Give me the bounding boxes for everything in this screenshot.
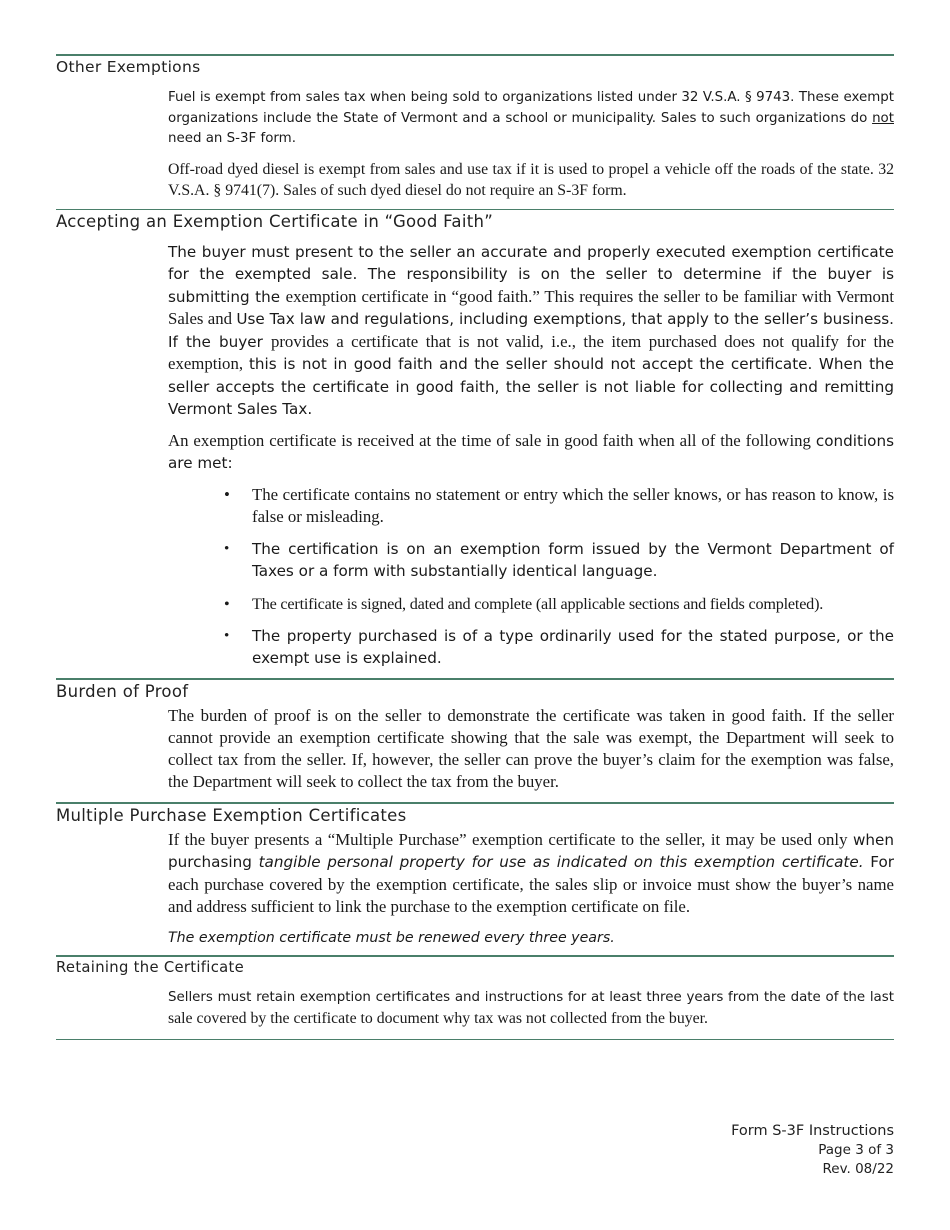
section-body-good-faith xyxy=(168,241,894,670)
list-item-text: The certification is on an exemption form issued by the Vermont Department of Taxes or a form with substantially identical language. xyxy=(252,539,894,580)
section-title-multiple-purchase: Multiple Purchase Exemption Certificates xyxy=(56,805,407,825)
section-body-burden-of-proof xyxy=(168,705,894,793)
text-run: need an S-3F form. xyxy=(168,131,296,146)
document-page xyxy=(56,54,894,1040)
section-divider xyxy=(56,54,894,56)
list-item xyxy=(224,593,894,615)
text-run: exemption certificate in “good faith.” This requires the seller to be familiar with Vermont Sales and xyxy=(168,286,895,328)
text-run: this is not in good faith and the seller should not accept the certificate. When the seller accepts the certificate in good faith, the seller is not liable for collecting and remitting Vermont Sales Tax. xyxy=(168,355,895,418)
paragraph xyxy=(168,988,894,1031)
section-title-retaining: Retaining the Certificate xyxy=(56,958,245,976)
text-run: when purchasing xyxy=(168,830,894,871)
underlined-text: not xyxy=(872,110,894,126)
italic-text: tangible personal property for use as indicated on this exemption certificate. xyxy=(258,853,864,871)
conditions-list xyxy=(168,484,894,670)
text-run: Sellers must retain exemption certificates and instructions for at least three years from the date of the last xyxy=(168,989,894,1005)
section-body-multiple-purchase xyxy=(168,829,894,949)
paragraph xyxy=(168,241,894,421)
text-run: provides a certificate that is not valid, i.e., the item purchased does not qualify for the exemption, xyxy=(168,331,894,373)
text-run: For xyxy=(863,853,895,871)
section-title-good-faith: Accepting an Exemption Certificate in “Good Faith” xyxy=(56,211,494,231)
text-run: If the buyer presents a “Multiple Purchase” exemption certificate to the seller, it may be used only xyxy=(168,829,853,849)
section-body-other-exemptions xyxy=(168,88,894,201)
paragraph: The burden of proof is on the seller to demonstrate the certificate was taken in good faith. If the seller cannot provide an exemption certificate showing that the sale was exempt, the Department will seek to collect tax from the seller. If, however, the seller can prove the buyer’s claim for the exemption was false, the Department will seek to collect the tax from the buyer. xyxy=(168,705,894,791)
section-body-retaining xyxy=(168,988,894,1031)
bullet-icon: • xyxy=(224,484,230,504)
section-title-other-exemptions: Other Exemptions xyxy=(56,58,201,76)
page-footer xyxy=(731,1122,894,1179)
section-divider xyxy=(56,678,894,680)
text-run: An exemption certificate is received at the time of sale in good faith when all of the following xyxy=(168,430,816,450)
paragraph xyxy=(168,430,894,475)
section-divider xyxy=(56,955,894,957)
page-number: Page 3 of 3 xyxy=(818,1142,894,1158)
list-item xyxy=(224,484,894,528)
section-divider xyxy=(56,209,894,210)
bullet-icon: • xyxy=(224,626,230,644)
revision-date: Rev. 08/22 xyxy=(822,1161,894,1177)
text-run: conditions are met: xyxy=(168,431,894,472)
list-item xyxy=(224,625,894,670)
paragraph: Off-road dyed diesel is exempt from sales and use tax if it is used to propel a vehicle off the roads of the state. 32 V.S.A. § 9741(7). Sales of such dyed diesel do not require an S-3F form. xyxy=(168,160,894,199)
list-item-text: The certificate contains no statement or entry which the seller knows, or has reason to know, is false or misleading. xyxy=(252,484,894,526)
paragraph xyxy=(168,829,894,919)
text-run: each purchase covered by the exemption certificate, the sales slip or invoice must show the buyer’s name and address sufficient to link the purchase to the exemption certificate on file. xyxy=(168,874,894,916)
text-run: Fuel is exempt from sales tax when being sold to organizations listed under 32 V.S.A. § 9743. These exempt organizations include the State of Vermont and a school or municipality. Sales to such organizations do xyxy=(168,90,894,126)
list-item-text: The certificate is signed, dated and complete (all applicable sections and fields completed). xyxy=(252,594,824,613)
bullet-icon: • xyxy=(224,594,230,613)
section-divider xyxy=(56,802,894,804)
text-run: sale covered by the certificate to document why tax was not collected from the buyer. xyxy=(168,1010,708,1027)
paragraph xyxy=(168,88,894,150)
bullet-icon: • xyxy=(224,539,230,557)
list-item xyxy=(224,538,894,583)
section-divider xyxy=(56,1039,894,1040)
text-run: Use Tax law and regulations, including exemptions, that apply to the seller’s business. If the buyer xyxy=(168,310,894,351)
text-run: The buyer must present to the seller an accurate and properly executed exemption certificate for the exempted sale. The responsibility is on the seller to determine if the buyer is submitting the xyxy=(168,242,894,306)
paragraph: The exemption certificate must be renewed every three years. xyxy=(168,929,615,946)
list-item-text: The property purchased is of a type ordinarily used for the stated purpose, or the exempt use is explained. xyxy=(252,626,894,667)
form-name: Form S-3F Instructions xyxy=(731,1123,894,1139)
section-title-burden-of-proof: Burden of Proof xyxy=(56,681,189,701)
